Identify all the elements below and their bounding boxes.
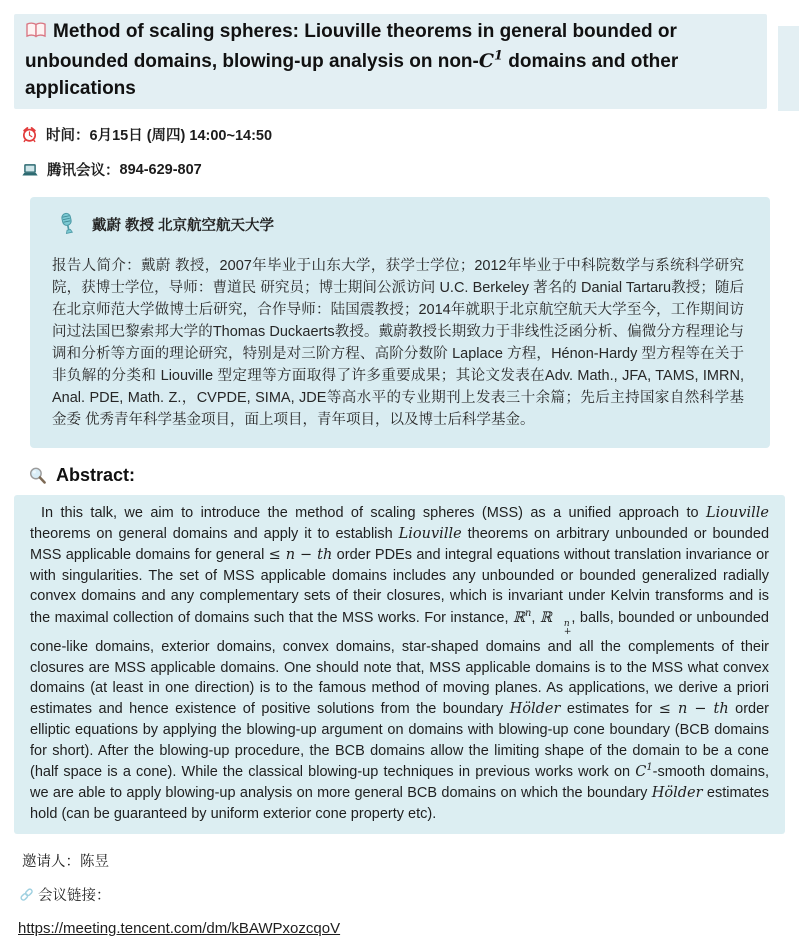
meeting-line <box>21 159 799 180</box>
time-value: 6月15日 (周四) 14:00~14:50 <box>89 128 273 145</box>
seminar-title-text: Method of scaling spheres: Liouville theorems in general bounded or unbounded domains, blowing-up analysis on non-$C^1$ domains and other applications <box>25 21 679 99</box>
meeting-link-line <box>18 884 799 905</box>
speaker-line <box>52 212 744 236</box>
abstract-heading <box>28 465 799 486</box>
microphone-icon <box>58 212 77 236</box>
magnifier-icon <box>28 466 47 485</box>
meeting-id: 894-629-807 <box>119 161 202 178</box>
meeting-url-link[interactable]: https://meeting.tencent.com/dm/kBAWPxozcqoV <box>18 920 341 937</box>
alarm-clock-icon <box>21 126 38 143</box>
page <box>0 14 799 937</box>
abstract-box <box>14 495 785 834</box>
abstract-text: In this talk, we aim to introduce the method of scaling spheres (MSS) as a unified approach to Liouville theorems on general domains and apply it to establish Liouville theorems on arbitrary unbounded or bounded MSS applicable domains for general ≤ n − th order PDEs and integral equations without translation invariance or with singularities. The set of MSS applicable domains includes any unbounded or bounded generalized radially convex domains and any complementary sets of their closures, which is invariant under Kelvin transforms and is the maximal collection of domains such that the MSS works. For instance, ℝ$^n$, ℝ n + , balls, bounded or unbounded cone-like domains, exterior domains, convex domains, star-shaped domains and all the complements of their closures are MSS applicable domains. One should note that, MSS applicable domains is to the MSS what convex domains (at least in one direction) is to the famous method of moving planes. As applications, we derive a priori estimates and hence existence of positive solutions from the boundary Hölder estimates for ≤ n − th order elliptic equations by applying the blowing-up argument on domains with blowing-up cone boundary (BCB domains for short). After the blowing-up procedure, the BCB domains allow the limiting shape of the domain to be a cone (half space is a cone). While the classical blowing-up techniques in previous works work on $C^1$-smooth domains, we are able to apply blowing-up analysis on more general BCB domains on which the boundary Hölder estimates hold (can be guaranteed by uniform exterior cone property etc). <box>30 505 770 822</box>
laptop-icon <box>21 162 39 178</box>
speaker-bio-box <box>30 197 770 448</box>
time-label: 时间： <box>46 128 90 145</box>
link-icon <box>18 886 35 903</box>
seminar-title <box>14 14 767 109</box>
speaker-name: 戴蔚 教授 北京航空航天大学 <box>92 217 275 234</box>
abstract-heading-text: Abstract: <box>56 465 136 486</box>
speaker-bio-text: 报告人简介：戴蔚 教授，2007年毕业于山东大学，获学士学位；2012年毕业于中科院数学与系统科学研究院，获博士学位，导师：曹道民 研究员；博士期间公派访问 U.C. Berkeley 著名的 Danial Tartaru教授；随后在北京师范大学做博士后研究，合作导师：陆国震教授；2014年就职于北京航空航天大学至今，工作期间访问过法国巴黎索邦大学的Thomas Duckaerts教授。戴蔚教授长期致力于非线性泛函分析、偏微分方程理论与调和分析等方面的理论研究，特别是对三阶方程、高阶分数阶 Laplace 方程，Hénon-Hardy 型方程等在关于非负解的分类和 Liouville 型定理等方面取得了许多重要成果；其论文发表在Adv. Math., JFA, TAMS, IMRN, Anal. PDE, Math. Z.，CVPDE, SIMA, JDE等高水平的专业期刊上发表三十余篇；先后主持国家自然科学基金委 优秀青年科学基金项目，面上项目，青年项目，以及博士后科学基金。 <box>52 258 744 429</box>
inviter-line: 邀请人：陈昱 <box>22 854 109 871</box>
meeting-url-row <box>18 920 799 937</box>
right-edge-fragment <box>778 26 799 111</box>
open-book-icon <box>25 21 47 48</box>
meeting-link-label: 会议链接： <box>38 888 111 905</box>
time-line <box>21 124 799 145</box>
meeting-label: 腾讯会议： <box>47 163 120 180</box>
